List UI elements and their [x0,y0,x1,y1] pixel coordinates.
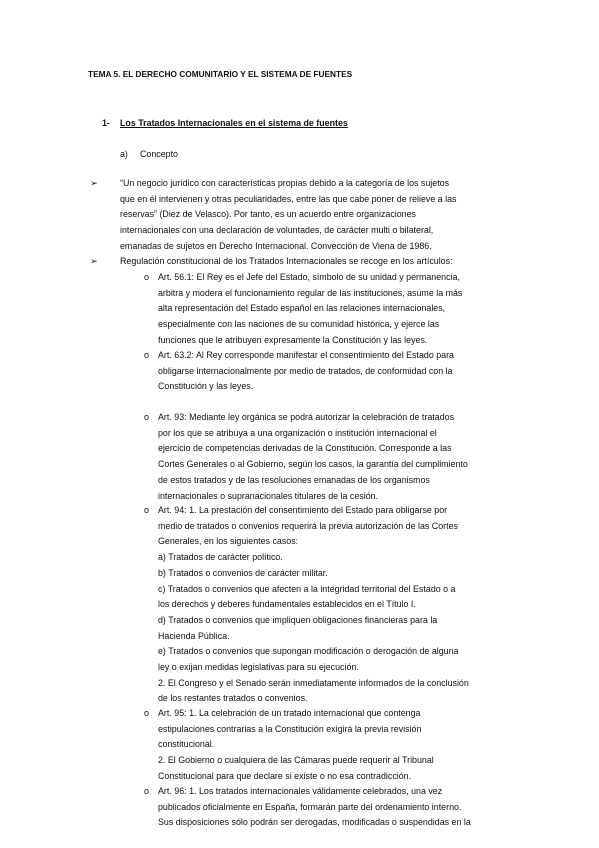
list-item-art-63 [158,348,516,395]
text-line: estipulaciones contrarias a la Constitución exigirá la previa revisión [158,723,422,734]
paragraph-regulation [120,254,516,270]
subsection-label: Concepto [140,149,178,159]
text-line: Art. 93: Mediante ley orgánica se podrá autorizar la celebración de tratados [158,412,455,422]
text-line: Art. 96: 1. Los tratados internacionales válidamente celebrados, una vez [158,786,443,796]
text-line: d) Tratados o convenios que impliquen obligaciones financieras para la [158,614,438,625]
section-number: 1- [102,118,110,128]
text-line: Cortes Generales o al Gobierno, según los casos, la garantía del cumplimiento [158,459,468,470]
text-line: ley o exijan medidas legislativas para su ejecución. [158,662,359,673]
text-line: funciones que le atribuyen expresamente la Constitución y las leyes. [158,334,428,345]
arrow-bullet-icon: ➢ [90,178,98,188]
text-line: c) Tratados o convenios que afecten a la integridad territorial del Estado o a [158,583,456,594]
text-line: internacionales con una declaración de voluntades, de carácter multi o bilateral, [120,225,434,236]
text-line: Art. 95: 1. La celebración de un tratado internacional que contenga [158,708,421,718]
text-line: internacionales o supranacionales titulares de la cesión. [158,490,379,501]
text-line: Art. 63.2: Al Rey corresponde manifestar el consentimiento del Estado para [158,350,454,360]
circle-bullet-icon: o [144,412,150,422]
text-line: 2. El Gobierno o cualquiera de las Cámaras puede requerir al Tribunal [158,755,434,766]
text-line: arbitra y modera el funcionamiento regular de las instituciones, asume la más [158,287,463,298]
text-line: ejercicio de competencias derivadas de la Constitución. Corresponde a las [158,443,452,454]
text-line: publicados oficialmente en España, formarán parte del ordenamiento interno. [158,801,462,812]
text-line: los derechos y deberes fundamentales establecidos en el Título I. [158,599,416,610]
text-line: e) Tratados o convenios que supongan modificación o derogación de alguna [158,646,459,657]
list-item-art-96 [158,784,516,831]
document-title: TEMA 5. EL DERECHO COMUNITARIO Y EL SISTEMA DE FUENTES [88,69,353,79]
text-line: que en él intervienen y otras peculiaridades, entre las que cabe poner de relieve a las [120,193,457,204]
text-line: a) Tratados de carácter político. [158,552,283,563]
text-line: Art. 94: 1. La prestación del consentimiento del Estado para obligarse por [158,505,448,515]
paragraph-definition [120,176,516,255]
text-line: por los que se atribuya a una organización o institución internacional el [158,427,437,438]
text-line: especialmente con las naciones de su comunidad histórica, y ejerce las [158,319,440,330]
text-line: Constitucional para que declare si existe o no esa contradicción. [158,770,412,781]
circle-bullet-icon: o [144,350,150,360]
text-line: Sus disposiciones sólo podrán ser derogadas, modificadas o suspendidas en la [158,817,471,828]
text-line: Hacienda Pública. [158,630,230,641]
arrow-bullet-icon: ➢ [90,256,98,266]
text-line: constitucional. [158,739,215,750]
list-item-art-95 [158,706,516,785]
circle-bullet-icon: o [144,708,150,718]
section-title: Los Tratados Internacionales en el sistema de fuentes [120,118,348,128]
text-line: Generales, en los siguientes casos: [158,536,299,547]
circle-bullet-icon: o [144,786,150,796]
text-line: de los restantes tratados o convenios. [158,693,308,704]
circle-bullet-icon: o [144,505,150,515]
text-line: b) Tratados o convenios de carácter militar. [158,567,328,578]
text-line: de estos tratados y de las resoluciones emanadas de los organismos [158,474,430,485]
list-item-art-93 [158,410,516,504]
text-line: alta representación del Estado español en las relaciones internacionales, [158,303,446,314]
text-line: 2. El Congreso y el Senado serán inmediatamente informados de la conclusión [158,677,469,688]
circle-bullet-icon: o [144,272,150,282]
text-line: Constitución y las leyes. [158,381,254,392]
list-item-art-94 [158,503,516,707]
text-line: obligarse internacionalmente por medio de tratados, de conformidad con la [158,365,453,376]
text-line: “Un negocio jurídico con características propias debido a la categoría de los sujetos [120,178,450,188]
text-line: Art. 56.1: El Rey es el Jefe del Estado, símbolo de su unidad y permanencia, [158,272,460,282]
subsection-letter: a) [120,149,128,159]
list-item-art-56 [158,270,516,349]
text-line: medio de tratados o convenios requerirá la previa autorización de las Cortes [158,520,458,531]
text-line: Regulación constitucional de los Tratados Internacionales se recoge en los artículos: [120,256,453,266]
text-line: reservas” (Diez de Velasco). Por tanto, es un acuerdo entre organizaciones [120,209,416,220]
text-line: emanadas de sujetos en Derecho Internacional. Convección de Viena de 1986. [120,240,432,251]
